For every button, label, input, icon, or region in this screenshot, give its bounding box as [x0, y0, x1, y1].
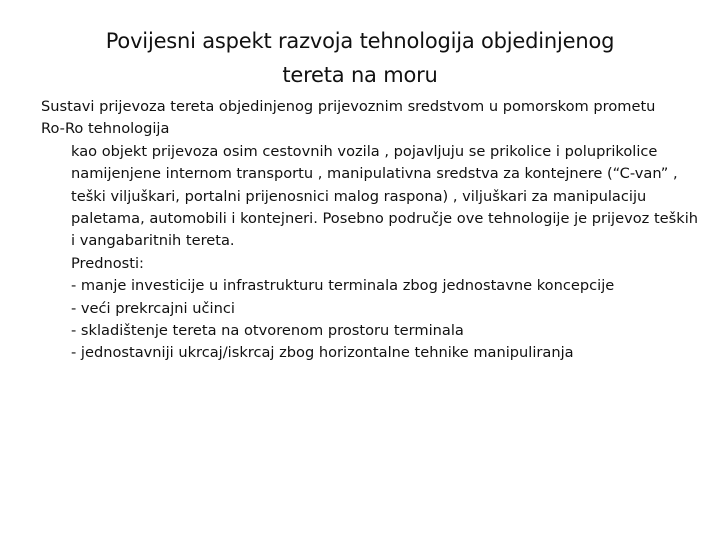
list-item: - manje investicije u infrastrukturu terminala zbog jednostavne koncepcije: [71, 277, 615, 295]
section-body: [41, 141, 701, 365]
slide-content: [41, 96, 701, 365]
slide-title: [40, 24, 680, 92]
slide-title-line-1: Povijesni aspekt razvoja tehnologija objedinjenog: [105, 29, 615, 53]
list-item: - skladištenje tereta na otvorenom prostoru terminala: [71, 322, 464, 340]
description-paragraph: kao objekt prijevoza osim cestovnih vozila , pojavljuju se prikolice i poluprikolice namijenjene internom transportu , manipulativna sredstva za kontejnere (“C-van” , teški viljuškari, portalni prijenosnici malog raspona) , viljuškari za manipulaciju paletama, automobili i kontejneri. Posebno područje ove tehnologije je prijevoz teških i vangabaritnih tereta.: [71, 142, 699, 250]
slide-title-line-2: tereta na moru: [282, 63, 438, 87]
slide-subtitle: Sustavi prijevoza tereta objedinjenog prijevoznim sredstvom u pomorskom prometu: [41, 98, 656, 115]
section-heading: Ro-Ro tehnologija: [41, 120, 170, 138]
list-item: - jednostavniji ukrcaj/iskrcaj zbog horizontalne tehnike manipuliranja: [71, 344, 574, 362]
list-item: - veći prekrcajni učinci: [71, 299, 235, 317]
advantages-label: Prednosti:: [71, 254, 144, 272]
advantages-list: [71, 275, 701, 365]
